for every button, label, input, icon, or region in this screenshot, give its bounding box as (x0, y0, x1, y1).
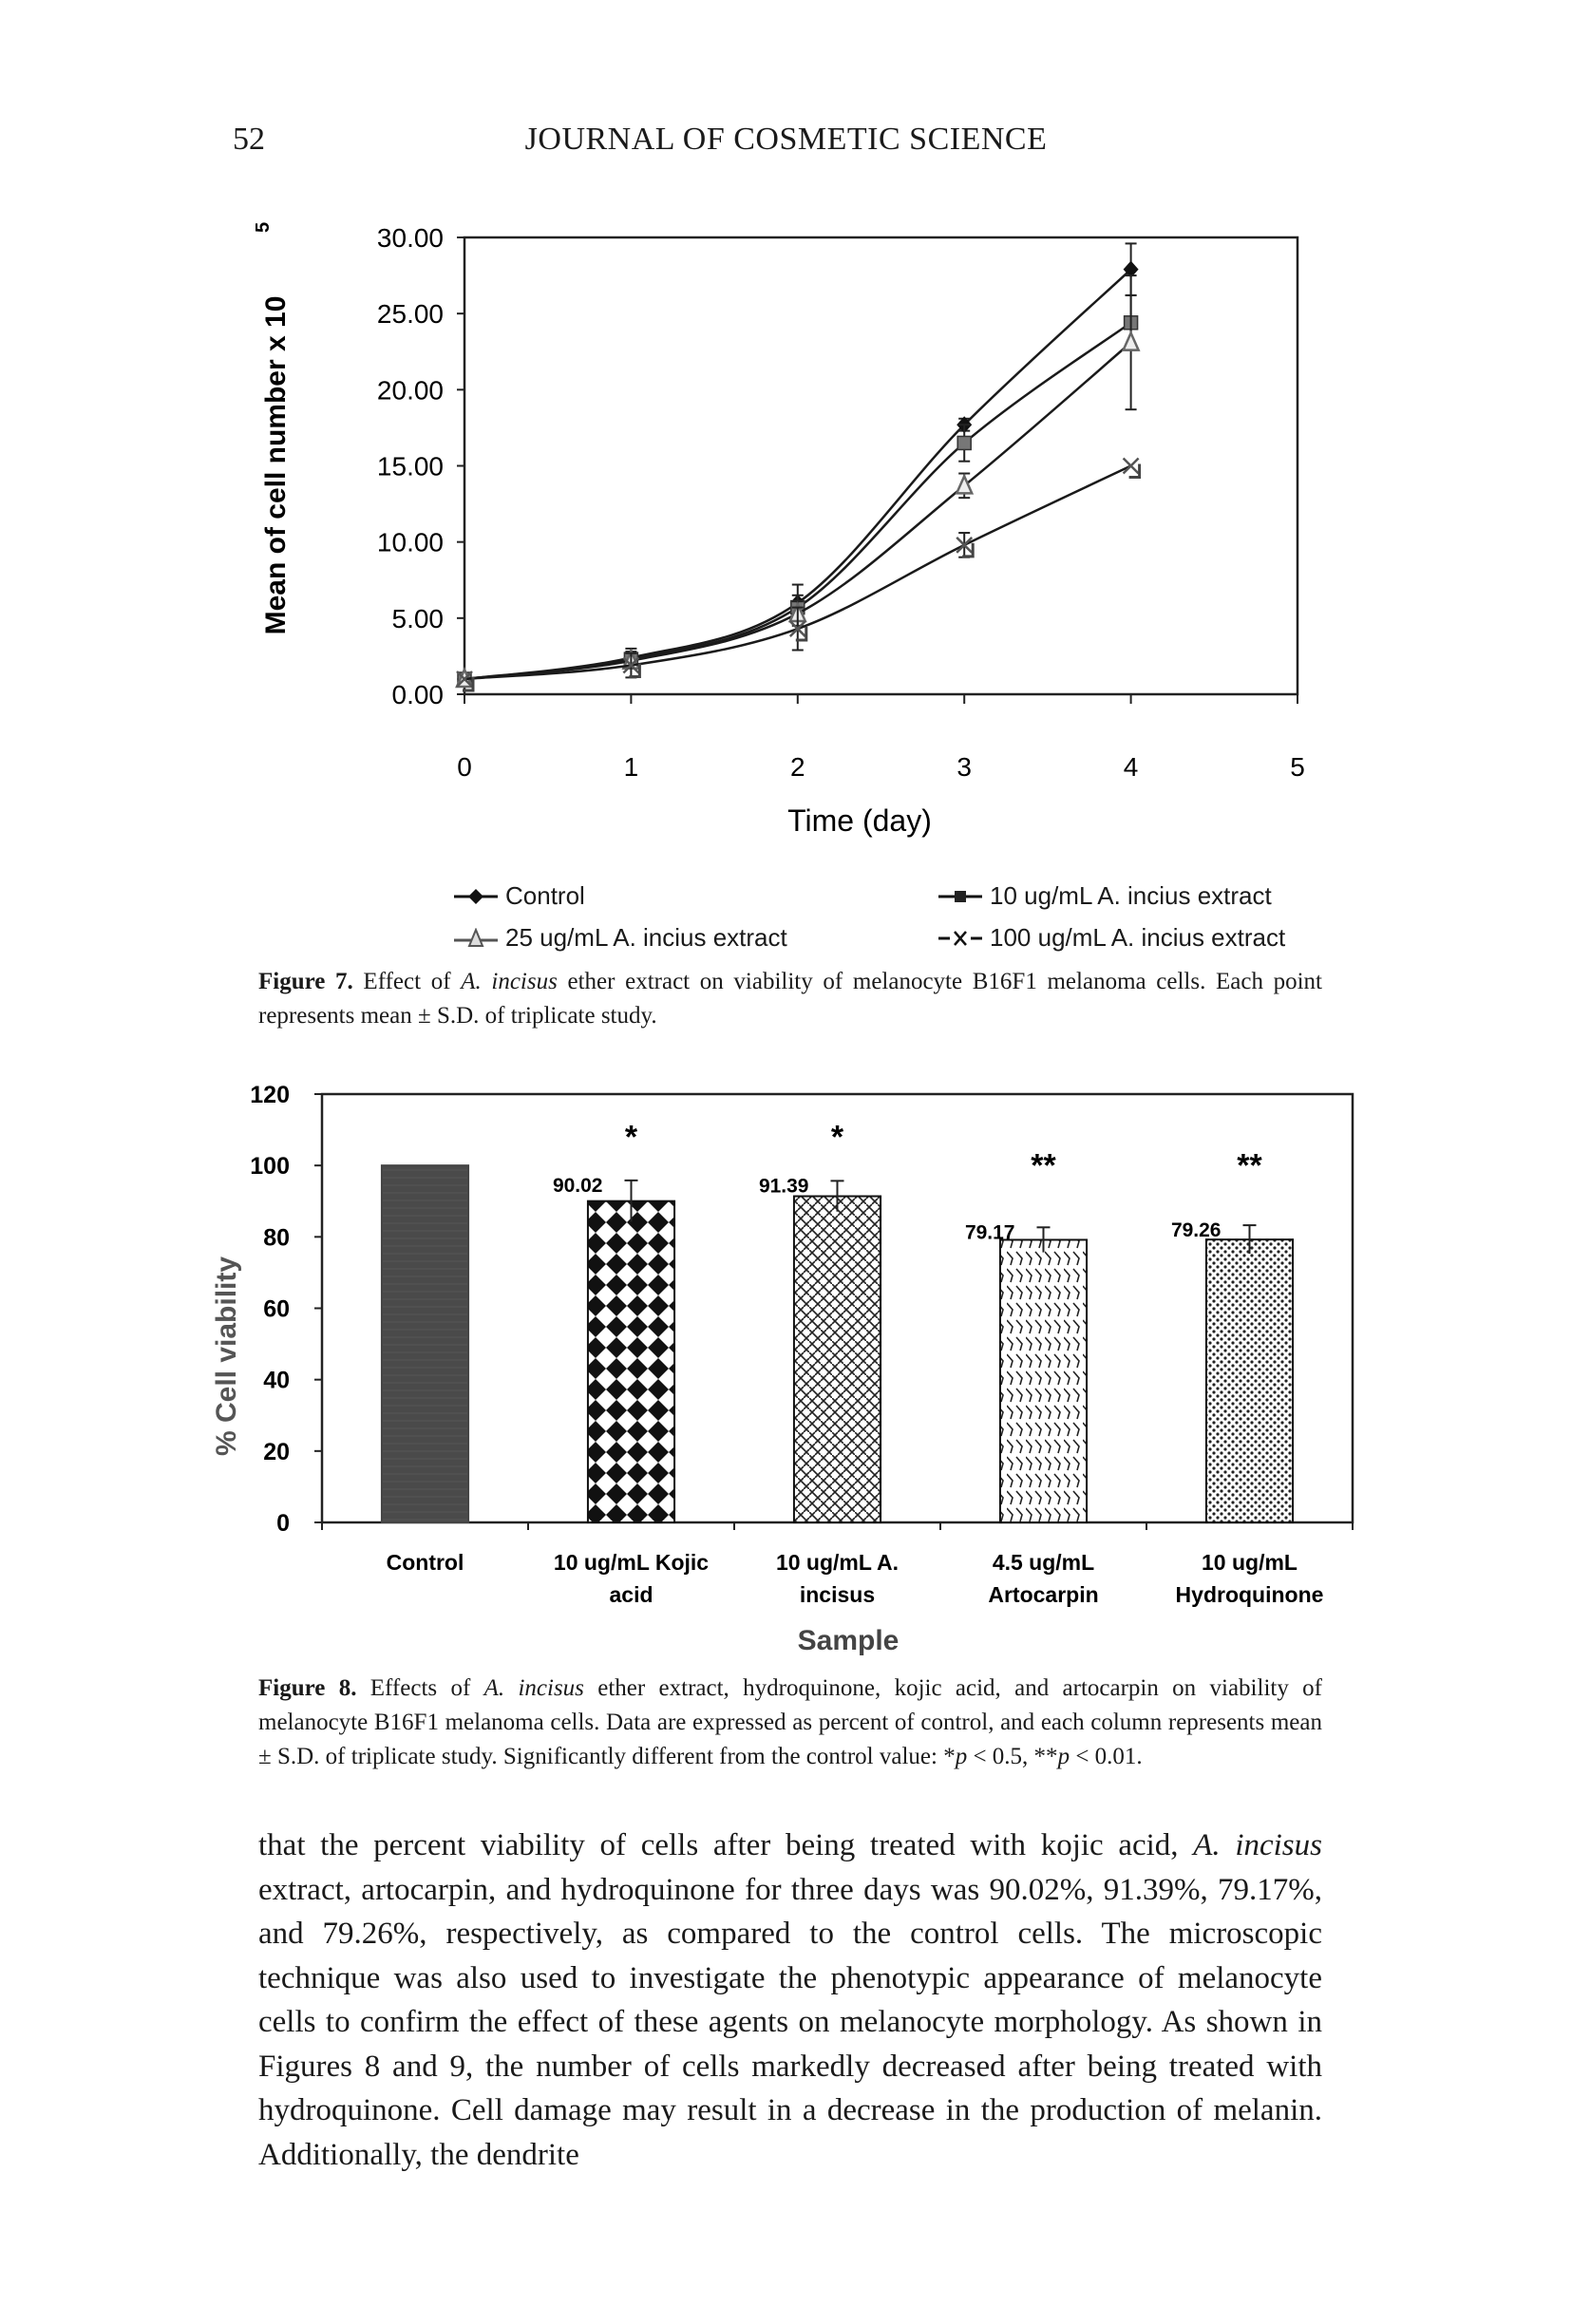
caption-species: incisus (491, 969, 558, 994)
y-tick-label: 20.00 (376, 375, 444, 406)
caption-text: ether extract on viability of melanocyte B16F1 melanoma cells. Each point represents mean ± S.D. of triplicate study. (258, 969, 1322, 1029)
x-tick-label: Control (386, 1550, 464, 1575)
legend-label: 10 ug/mL A. incius extract (990, 881, 1272, 910)
y-axis-label: Mean of cell number x 10 (260, 295, 292, 635)
body-species: incisus (1235, 1828, 1322, 1862)
x-tick-label: acid (609, 1582, 653, 1607)
x-tick-label: 1 (623, 752, 639, 782)
x-tick-label: 2 (790, 752, 805, 782)
y-tick-label: 25.00 (376, 299, 444, 330)
x-tick-label: Hydroquinone (1175, 1582, 1324, 1607)
data-label: 79.17 (964, 1221, 1015, 1244)
y-axis-label: % Cell viability (211, 1256, 242, 1457)
legend-item-10ug (938, 881, 1272, 911)
y-tick-label: 10.00 (376, 527, 444, 557)
significance-marker: * (624, 1119, 638, 1156)
x-axis-label: Time (day) (787, 803, 932, 838)
triangle-marker-icon (454, 928, 498, 949)
legend-label: 25 ug/mL A. incius extract (505, 923, 787, 952)
caption-text: < 0.01. (1070, 1744, 1143, 1769)
page-number: 52 (233, 122, 265, 157)
figure-8-bar-chart (0, 1045, 1572, 1691)
y-tick-label: 40 (263, 1367, 290, 1394)
data-label: 91.39 (758, 1175, 809, 1198)
body-paragraph (258, 1823, 1322, 2177)
x-tick-label: 4.5 ug/mL (992, 1550, 1095, 1575)
body-text: extract, artocarpin, and hydroquinone for three days was 90.02%, 91.39%, 79.17%, and 79.26%, respectively, as compared to the control cells. The microscopic technique was also used to investigate the phenotypic appearance of melanocyte cells to confirm the effect of these agents on melanocyte morphology. As shown in Figures 8 and 9, the number of cells markedly decreased after being treated with hydroquinone. Cell damage may result in a decrease in the production of melanin. Additionally, the dendrite (258, 1872, 1322, 2172)
body-genus: A. (1193, 1828, 1221, 1862)
legend-item-25ug (454, 923, 787, 953)
body-text: that the percent viability of cells after being treated with kojic acid, (258, 1828, 1194, 1862)
bar (1000, 1239, 1087, 1522)
y-tick-label: 5.00 (391, 603, 444, 633)
y-axis-label-superscript: 5 (253, 221, 274, 233)
x-tick-label: 10 ug/mL (1202, 1550, 1297, 1575)
y-tick-label: 100 (250, 1153, 290, 1181)
x-tick-label: incisus (799, 1582, 876, 1607)
square-marker-icon (938, 886, 982, 907)
caption-label: Figure 7. (258, 969, 353, 994)
y-tick-label: 20 (263, 1438, 290, 1465)
caption-label: Figure 8. (258, 1675, 357, 1701)
legend-label: 100 ug/mL A. incius extract (990, 923, 1286, 952)
caption-genus: A. (483, 1675, 505, 1701)
caption-text: ether extract, hydroquinone, kojic acid, and artocarpin on viability of melanocyte B16F1 melanoma cells. Data are expressed as percent of control, and each column represents mean ± S.D. of triplicate study. Significantly different from the control value: * (258, 1675, 1322, 1769)
y-tick-label: 120 (250, 1082, 290, 1108)
figure-7-legend (0, 0, 1572, 959)
data-label: 90.02 (552, 1174, 603, 1197)
caption-text: < 0.5, ** (967, 1744, 1058, 1769)
y-tick-label: 60 (263, 1295, 290, 1323)
data-label: 79.26 (1170, 1219, 1222, 1242)
significance-marker: ** (1031, 1147, 1056, 1184)
legend-label: Control (505, 881, 585, 910)
figure-7-caption (258, 965, 1322, 1033)
significance-marker: ** (1237, 1147, 1262, 1184)
y-tick-label: 15.00 (376, 451, 444, 482)
caption-p: p (1057, 1744, 1070, 1769)
caption-species: incisus (518, 1675, 584, 1701)
x-marker-icon (938, 928, 982, 949)
bar (794, 1197, 881, 1522)
significance-marker: * (830, 1119, 844, 1156)
bar (588, 1201, 674, 1522)
diamond-marker-icon (454, 886, 498, 907)
y-tick-label: 0.00 (391, 680, 444, 709)
legend-item-100ug (938, 923, 1285, 953)
x-tick-label: 0 (457, 752, 472, 782)
caption-text: Effect of (352, 969, 462, 994)
y-tick-label: 80 (263, 1224, 290, 1252)
x-tick-label: 3 (956, 752, 972, 782)
caption-text: Effects of (356, 1675, 484, 1701)
x-tick-label: 10 ug/mL A. (775, 1550, 900, 1575)
x-tick-label: 10 ug/mL Kojic (553, 1550, 710, 1575)
x-axis-label: Sample (797, 1625, 900, 1656)
x-tick-label: Artocarpin (988, 1582, 1099, 1607)
caption-genus: A. (461, 969, 482, 994)
y-tick-label: 0 (276, 1510, 290, 1537)
journal-title: JOURNAL OF COSMETIC SCIENCE (524, 122, 1048, 157)
figure-8-caption (258, 1672, 1322, 1774)
y-tick-label: 30.00 (376, 223, 444, 253)
caption-p: p (955, 1744, 968, 1769)
legend-item-control (454, 881, 585, 911)
bar (382, 1165, 468, 1522)
bar (1206, 1239, 1293, 1522)
x-tick-label: 4 (1123, 752, 1139, 782)
x-tick-label: 5 (1290, 752, 1305, 782)
